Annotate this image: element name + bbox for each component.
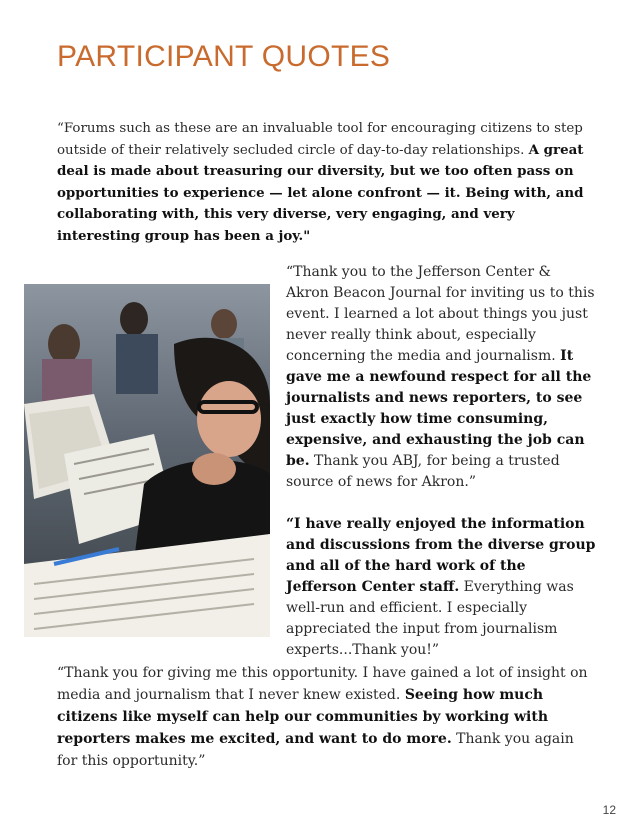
quote-3-emphasis: “I have really enjoyed the information and discussions from the diverse group and all of the hard work of the Jefferson Center staff.: [286, 516, 596, 595]
quote-2-emphasis: It gave me a newfound respect for all the journalists and news reporters, to see just exactly how time consuming, expensive, and exhausting the job can be.: [286, 348, 592, 469]
quote-1-emphasis: A great deal is made about treasuring our diversity, but we too often pass on opportunities to experience — let alone confront — it. Being with, and collaborating with, this very diverse, very engaging, and very interesting group has been a joy.": [57, 141, 584, 244]
quote-2-text-end: Thank you ABJ, for being a trusted source of news for Akron.”: [286, 453, 560, 490]
quote-2: [286, 262, 596, 493]
quote-3: [286, 514, 596, 661]
participants-photo: [24, 284, 270, 637]
quote-3-text-end: Everything was well-run and efficient. I especially appreciated the input from journalism experts...Thank you!”: [286, 579, 574, 658]
page-number: 12: [602, 803, 616, 817]
quote-4-emphasis: Seeing how much citizens like myself can help our communities by working with reporters makes me excited, and want to do more.: [57, 687, 549, 747]
quote-1-text: “Forums such as these are an invaluable tool for encouraging citizens to step outside of their relatively secluded circle of day-to-day relationships.: [57, 121, 583, 158]
quote-1: [57, 118, 587, 247]
quote-2-text: “Thank you to the Jefferson Center & Akron Beacon Journal for inviting us to this event. I learned a lot about things you just never really think about, especially concerning the media and journalism.: [286, 264, 595, 364]
quote-4-text: “Thank you for giving me this opportunity. I have gained a lot of insight on media and journalism that I never knew existed.: [57, 665, 588, 703]
quote-4-text-end: Thank you again for this opportunity.”: [57, 731, 574, 769]
quote-4: [57, 662, 597, 772]
participants-photo-illustration: [24, 284, 270, 637]
page-title: PARTICIPANT QUOTES: [57, 40, 391, 73]
